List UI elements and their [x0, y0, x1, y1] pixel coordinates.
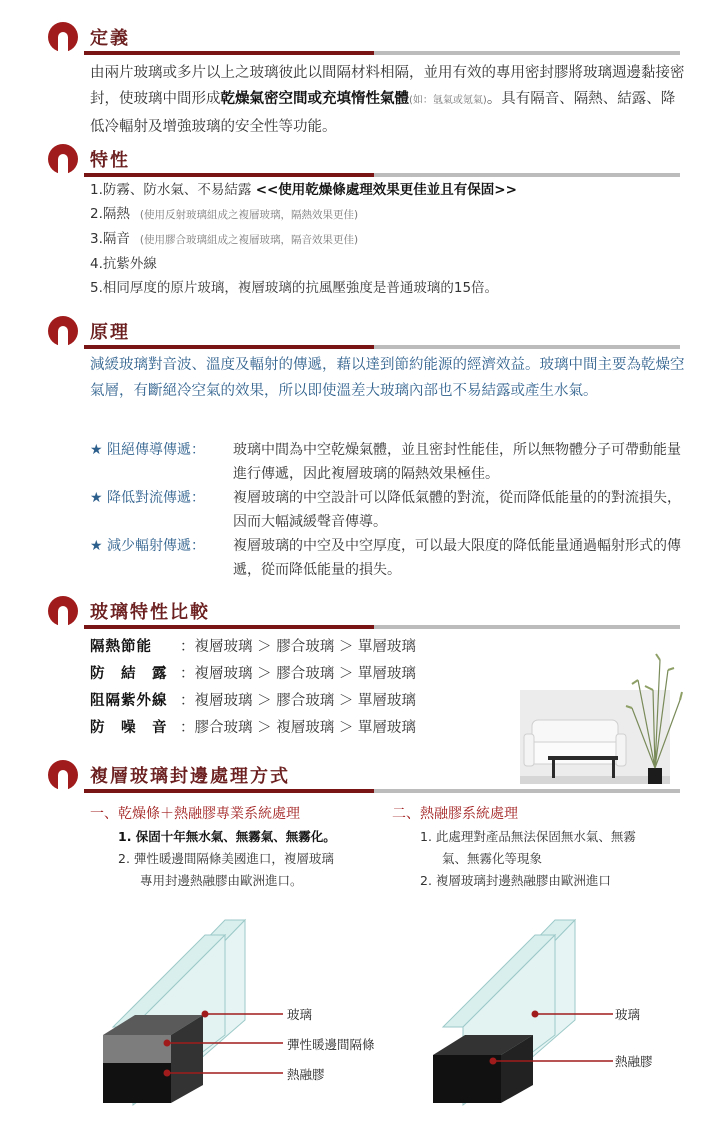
section-title: 定義 — [90, 28, 130, 49]
section-title: 特性 — [90, 150, 130, 171]
section-header-comparison — [48, 592, 680, 632]
definition-text-bold: 乾燥氣密空間或充填惰性氣體 — [220, 91, 409, 107]
comparison-row — [90, 715, 416, 742]
section-title: 原理 — [90, 322, 130, 343]
section-divider — [84, 51, 680, 55]
section-divider — [84, 173, 680, 177]
comparison-row — [90, 661, 416, 688]
comparison-key: 防 噪 音 — [90, 720, 168, 736]
section-badge-icon — [48, 144, 78, 174]
features-list — [90, 178, 517, 300]
feature-note: (使用膠合玻璃組成之複層玻璃，隔音效果更佳) — [139, 234, 359, 246]
principle-point-text: 玻璃中間為中空乾燥氣體，並且密封性能佳，所以無物體分子可帶動能量進行傳遞，因此複層玻璃的隔熱效果極佳。 — [233, 442, 681, 482]
section-badge-icon — [48, 22, 78, 52]
method1-list — [118, 826, 336, 892]
list-item: 1. 此處理對產品無法保固無水氣、無霧 — [420, 829, 636, 844]
section-header-principle — [48, 312, 680, 352]
section-divider — [84, 625, 680, 629]
comparison-value: ：複層玻璃 ＞ 膠合玻璃 ＞ 單層玻璃 — [180, 666, 416, 682]
feature-note: (使用反射玻璃組成之複層玻璃，隔熱效果更佳) — [139, 209, 359, 221]
method1-title: 一、乾燥條＋熱融膠專業系統處理 — [90, 806, 300, 822]
comparison-value: ：複層玻璃 ＞ 膠合玻璃 ＞ 單層玻璃 — [180, 639, 416, 655]
section-title: 複層玻璃封邊處理方式 — [90, 766, 290, 787]
definition-text — [90, 60, 685, 140]
comparison-key: 隔熱節能 — [90, 639, 152, 655]
list-item: 氣、無霧化等現象 — [442, 851, 543, 866]
list-item: 專用封邊熱融膠由歐洲進口。 — [140, 873, 303, 888]
principle-point-label: ★ 阻絕傳導傳遞： — [90, 442, 206, 458]
principle-point-text: 複層玻璃的中空設計可以降低氣體的對流，從而降低能量的的對流損失，因而大幅減緩聲音傳導。 — [233, 490, 681, 530]
section-badge-icon — [48, 316, 78, 346]
list-item — [90, 178, 517, 202]
feature-text: 5.相同厚度的原片玻璃，複層玻璃的抗風壓強度是普通玻璃的15倍。 — [90, 280, 499, 296]
comparison-key: 防 結 露 — [90, 666, 168, 682]
method2-list — [420, 826, 636, 892]
feature-note: <<使用乾燥條處理效果更佳並且有保固>> — [255, 182, 517, 198]
comparison-value: ：複層玻璃 ＞ 膠合玻璃 ＞ 單層玻璃 — [180, 693, 416, 709]
list-item: 2. 彈性暖邊間隔條美國進口，複層玻璃 — [118, 851, 334, 866]
list-item — [90, 227, 517, 252]
comparison-value: ：膠合玻璃 ＞ 複層玻璃 ＞ 單層玻璃 — [180, 720, 416, 736]
comparison-key: 阻隔紫外線 — [90, 693, 168, 709]
comparison-list — [90, 634, 416, 742]
callout-hot-melt: 熱融膠 — [615, 1054, 653, 1069]
list-item — [90, 252, 517, 276]
list-item — [90, 276, 517, 300]
section-header-features — [48, 140, 680, 180]
definition-text-b: 。具有隔音、隔熱、結露、降低冷輻射及增強玻璃的安全性等功能。 — [90, 91, 676, 135]
principle-intro: 減緩玻璃對音波、溫度及輻射的傳遞，藉以達到節約能源的經濟效益。玻璃中間主要為乾燥空氣層，有斷絕冷空氣的效果，所以即使溫差大玻璃內部也不易結露或產生水氣。 — [90, 357, 685, 399]
principle-point-text: 複層玻璃的中空及中空厚度，可以最大限度的降低能量通過輻射形式的傳遞，從而降低能量的損失。 — [233, 538, 681, 578]
principle-point-label: ★ 減少輻射傳遞： — [90, 538, 206, 554]
list-item — [90, 202, 517, 227]
feature-text: 2.隔熱 — [90, 206, 130, 222]
comparison-row — [90, 634, 416, 661]
callout-spacer: 彈性暖邊間隔條 — [287, 1037, 375, 1052]
feature-text: 3.隔音 — [90, 231, 130, 247]
section-header-definition — [48, 18, 680, 58]
definition-text-a: 由兩片玻璃或多片以上之玻璃彼此以間隔材料相隔，並用有效的專用密封膠將玻璃週邊黏接密封，使玻璃中間形成 — [90, 65, 685, 107]
sealing-diagram-method1 — [95, 905, 395, 1110]
feature-text: 1.防霧、防水氣、不易結露 — [90, 182, 252, 198]
feature-text: 4.抗紫外線 — [90, 256, 157, 272]
definition-text-note: (如：氬氣或氪氣) — [409, 95, 487, 106]
callout-glass: 玻璃 — [287, 1007, 313, 1022]
callout-glass: 玻璃 — [615, 1007, 641, 1022]
section-badge-icon — [48, 760, 78, 790]
section-title: 玻璃特性比較 — [90, 602, 210, 623]
list-item: 1. 保固十年無水氣、無霧氣、無霧化。 — [118, 829, 336, 844]
list-item: 2. 複層玻璃封邊熱融膠由歐洲進口 — [420, 873, 611, 888]
method2-title: 二、熱融膠系統處理 — [392, 806, 518, 822]
callout-hot-melt: 熱融膠 — [287, 1067, 325, 1082]
comparison-row — [90, 688, 416, 715]
section-divider — [84, 789, 680, 793]
principle-point-label: ★ 降低對流傳遞： — [90, 490, 206, 506]
section-header-sealing — [48, 756, 680, 796]
section-badge-icon — [48, 596, 78, 626]
section-divider — [84, 345, 680, 349]
